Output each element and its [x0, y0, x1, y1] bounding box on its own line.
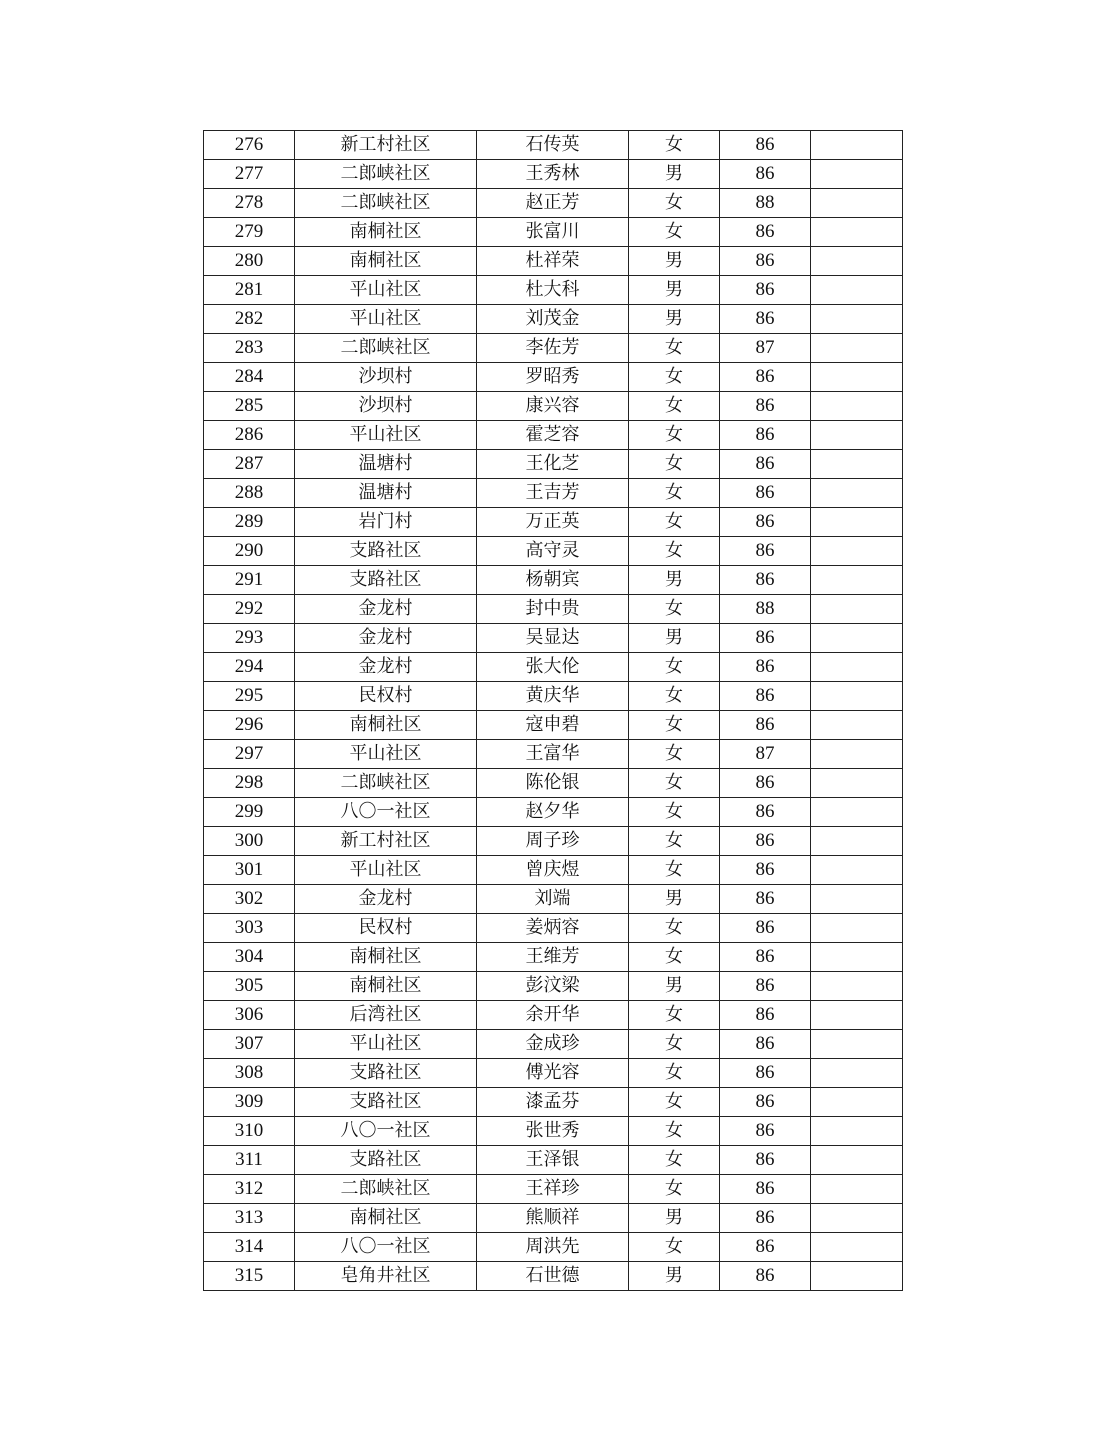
- table-row: [204, 595, 903, 624]
- community-cell: 新工村社区: [295, 131, 477, 160]
- gender-cell: 男: [629, 305, 720, 334]
- person-name-cell: 王祥珍: [477, 1175, 629, 1204]
- community-cell: 温塘村: [295, 479, 477, 508]
- community-cell: 金龙村: [295, 595, 477, 624]
- row-number-cell: 286: [204, 421, 295, 450]
- table-row: [204, 392, 903, 421]
- age-cell: 86: [720, 392, 811, 421]
- row-number-cell: 295: [204, 682, 295, 711]
- gender-cell: 女: [629, 508, 720, 537]
- row-number-cell: 305: [204, 972, 295, 1001]
- row-number-cell: 297: [204, 740, 295, 769]
- table-row: [204, 334, 903, 363]
- community-cell: 金龙村: [295, 624, 477, 653]
- gender-cell: 男: [629, 1262, 720, 1291]
- row-number-cell: 289: [204, 508, 295, 537]
- person-name-cell: 刘端: [477, 885, 629, 914]
- table-row: [204, 682, 903, 711]
- gender-cell: 女: [629, 740, 720, 769]
- person-name-cell: 张世秀: [477, 1117, 629, 1146]
- row-number-cell: 282: [204, 305, 295, 334]
- note-cell: [811, 450, 903, 479]
- gender-cell: 女: [629, 1233, 720, 1262]
- row-number-cell: 314: [204, 1233, 295, 1262]
- age-cell: 86: [720, 682, 811, 711]
- row-number-cell: 303: [204, 914, 295, 943]
- row-number-cell: 293: [204, 624, 295, 653]
- table-row: [204, 276, 903, 305]
- gender-cell: 女: [629, 943, 720, 972]
- community-cell: 二郎峡社区: [295, 769, 477, 798]
- person-name-cell: 石世德: [477, 1262, 629, 1291]
- person-name-cell: 刘茂金: [477, 305, 629, 334]
- person-name-cell: 张富川: [477, 218, 629, 247]
- table-row: [204, 566, 903, 595]
- community-cell: 沙坝村: [295, 363, 477, 392]
- row-number-cell: 277: [204, 160, 295, 189]
- person-name-cell: 王富华: [477, 740, 629, 769]
- row-number-cell: 306: [204, 1001, 295, 1030]
- community-cell: 二郎峡社区: [295, 189, 477, 218]
- row-number-cell: 276: [204, 131, 295, 160]
- community-cell: 平山社区: [295, 1030, 477, 1059]
- person-name-cell: 姜炳容: [477, 914, 629, 943]
- person-name-cell: 赵夕华: [477, 798, 629, 827]
- gender-cell: 女: [629, 1059, 720, 1088]
- table-row: [204, 1088, 903, 1117]
- gender-cell: 女: [629, 131, 720, 160]
- note-cell: [811, 769, 903, 798]
- person-name-cell: 康兴容: [477, 392, 629, 421]
- person-name-cell: 张大伦: [477, 653, 629, 682]
- community-cell: 温塘村: [295, 450, 477, 479]
- gender-cell: 男: [629, 566, 720, 595]
- row-number-cell: 311: [204, 1146, 295, 1175]
- community-cell: 民权村: [295, 914, 477, 943]
- row-number-cell: 313: [204, 1204, 295, 1233]
- note-cell: [811, 1001, 903, 1030]
- note-cell: [811, 363, 903, 392]
- row-number-cell: 307: [204, 1030, 295, 1059]
- age-cell: 86: [720, 856, 811, 885]
- person-name-cell: 石传英: [477, 131, 629, 160]
- note-cell: [811, 479, 903, 508]
- note-cell: [811, 334, 903, 363]
- note-cell: [811, 421, 903, 450]
- person-name-cell: 漆孟芬: [477, 1088, 629, 1117]
- age-cell: 86: [720, 566, 811, 595]
- gender-cell: 女: [629, 363, 720, 392]
- row-number-cell: 290: [204, 537, 295, 566]
- row-number-cell: 312: [204, 1175, 295, 1204]
- table-row: [204, 421, 903, 450]
- person-name-cell: 熊顺祥: [477, 1204, 629, 1233]
- gender-cell: 女: [629, 769, 720, 798]
- note-cell: [811, 508, 903, 537]
- table-row: [204, 1030, 903, 1059]
- community-cell: 平山社区: [295, 276, 477, 305]
- person-name-cell: 王化芝: [477, 450, 629, 479]
- person-name-cell: 杜大科: [477, 276, 629, 305]
- table-row: [204, 479, 903, 508]
- age-cell: 86: [720, 218, 811, 247]
- elderly-roster-table: [203, 130, 903, 1291]
- age-cell: 86: [720, 421, 811, 450]
- age-cell: 86: [720, 1146, 811, 1175]
- table-row: [204, 450, 903, 479]
- age-cell: 86: [720, 769, 811, 798]
- row-number-cell: 278: [204, 189, 295, 218]
- age-cell: 86: [720, 1233, 811, 1262]
- community-cell: 皂角井社区: [295, 1262, 477, 1291]
- note-cell: [811, 914, 903, 943]
- gender-cell: 女: [629, 1175, 720, 1204]
- note-cell: [811, 653, 903, 682]
- community-cell: 岩门村: [295, 508, 477, 537]
- person-name-cell: 傅光容: [477, 1059, 629, 1088]
- age-cell: 88: [720, 189, 811, 218]
- note-cell: [811, 537, 903, 566]
- age-cell: 86: [720, 1001, 811, 1030]
- row-number-cell: 309: [204, 1088, 295, 1117]
- note-cell: [811, 740, 903, 769]
- note-cell: [811, 1088, 903, 1117]
- row-number-cell: 283: [204, 334, 295, 363]
- row-number-cell: 300: [204, 827, 295, 856]
- gender-cell: 女: [629, 798, 720, 827]
- community-cell: 平山社区: [295, 421, 477, 450]
- row-number-cell: 288: [204, 479, 295, 508]
- gender-cell: 男: [629, 276, 720, 305]
- community-cell: 新工村社区: [295, 827, 477, 856]
- note-cell: [811, 1030, 903, 1059]
- table-row: [204, 798, 903, 827]
- person-name-cell: 赵正芳: [477, 189, 629, 218]
- note-cell: [811, 1146, 903, 1175]
- table-row: [204, 1059, 903, 1088]
- table-row: [204, 653, 903, 682]
- table-row: [204, 218, 903, 247]
- note-cell: [811, 943, 903, 972]
- age-cell: 86: [720, 943, 811, 972]
- row-number-cell: 280: [204, 247, 295, 276]
- row-number-cell: 284: [204, 363, 295, 392]
- note-cell: [811, 160, 903, 189]
- community-cell: 平山社区: [295, 305, 477, 334]
- person-name-cell: 霍芝容: [477, 421, 629, 450]
- age-cell: 86: [720, 276, 811, 305]
- age-cell: 86: [720, 1088, 811, 1117]
- gender-cell: 男: [629, 885, 720, 914]
- gender-cell: 女: [629, 1088, 720, 1117]
- community-cell: 后湾社区: [295, 1001, 477, 1030]
- table-row: [204, 914, 903, 943]
- note-cell: [811, 1233, 903, 1262]
- person-name-cell: 彭汶梁: [477, 972, 629, 1001]
- community-cell: 支路社区: [295, 566, 477, 595]
- row-number-cell: 299: [204, 798, 295, 827]
- note-cell: [811, 682, 903, 711]
- age-cell: 86: [720, 1030, 811, 1059]
- person-name-cell: 陈伦银: [477, 769, 629, 798]
- community-cell: 二郎峡社区: [295, 1175, 477, 1204]
- gender-cell: 女: [629, 479, 720, 508]
- person-name-cell: 周子珍: [477, 827, 629, 856]
- gender-cell: 女: [629, 1117, 720, 1146]
- table-row: [204, 1262, 903, 1291]
- gender-cell: 女: [629, 537, 720, 566]
- age-cell: 86: [720, 1262, 811, 1291]
- community-cell: 沙坝村: [295, 392, 477, 421]
- person-name-cell: 万正英: [477, 508, 629, 537]
- gender-cell: 男: [629, 247, 720, 276]
- age-cell: 86: [720, 914, 811, 943]
- age-cell: 86: [720, 160, 811, 189]
- community-cell: 民权村: [295, 682, 477, 711]
- row-number-cell: 291: [204, 566, 295, 595]
- gender-cell: 女: [629, 334, 720, 363]
- table-row: [204, 247, 903, 276]
- age-cell: 86: [720, 450, 811, 479]
- gender-cell: 女: [629, 450, 720, 479]
- note-cell: [811, 392, 903, 421]
- row-number-cell: 287: [204, 450, 295, 479]
- person-name-cell: 吴显达: [477, 624, 629, 653]
- table-row: [204, 508, 903, 537]
- community-cell: 二郎峡社区: [295, 160, 477, 189]
- age-cell: 86: [720, 131, 811, 160]
- person-name-cell: 寇申碧: [477, 711, 629, 740]
- person-name-cell: 杜祥荣: [477, 247, 629, 276]
- table-row: [204, 856, 903, 885]
- roster-table-body: [204, 131, 903, 1291]
- note-cell: [811, 972, 903, 1001]
- table-row: [204, 131, 903, 160]
- person-name-cell: 罗昭秀: [477, 363, 629, 392]
- gender-cell: 女: [629, 1030, 720, 1059]
- community-cell: 支路社区: [295, 1088, 477, 1117]
- row-number-cell: 279: [204, 218, 295, 247]
- note-cell: [811, 827, 903, 856]
- table-row: [204, 1146, 903, 1175]
- community-cell: 金龙村: [295, 653, 477, 682]
- age-cell: 86: [720, 1175, 811, 1204]
- person-name-cell: 杨朝宾: [477, 566, 629, 595]
- person-name-cell: 王秀林: [477, 160, 629, 189]
- person-name-cell: 李佐芳: [477, 334, 629, 363]
- note-cell: [811, 305, 903, 334]
- table-row: [204, 1117, 903, 1146]
- row-number-cell: 285: [204, 392, 295, 421]
- table-row: [204, 711, 903, 740]
- community-cell: 八〇一社区: [295, 1233, 477, 1262]
- table-row: [204, 160, 903, 189]
- community-cell: 南桐社区: [295, 247, 477, 276]
- note-cell: [811, 566, 903, 595]
- community-cell: 二郎峡社区: [295, 334, 477, 363]
- note-cell: [811, 798, 903, 827]
- community-cell: 平山社区: [295, 856, 477, 885]
- person-name-cell: 封中贵: [477, 595, 629, 624]
- age-cell: 86: [720, 885, 811, 914]
- age-cell: 86: [720, 479, 811, 508]
- community-cell: 平山社区: [295, 740, 477, 769]
- row-number-cell: 308: [204, 1059, 295, 1088]
- row-number-cell: 301: [204, 856, 295, 885]
- person-name-cell: 高守灵: [477, 537, 629, 566]
- age-cell: 86: [720, 247, 811, 276]
- row-number-cell: 315: [204, 1262, 295, 1291]
- row-number-cell: 304: [204, 943, 295, 972]
- note-cell: [811, 1117, 903, 1146]
- age-cell: 86: [720, 711, 811, 740]
- row-number-cell: 302: [204, 885, 295, 914]
- row-number-cell: 281: [204, 276, 295, 305]
- gender-cell: 男: [629, 624, 720, 653]
- age-cell: 86: [720, 653, 811, 682]
- table-row: [204, 740, 903, 769]
- gender-cell: 女: [629, 711, 720, 740]
- row-number-cell: 310: [204, 1117, 295, 1146]
- person-name-cell: 黄庆华: [477, 682, 629, 711]
- age-cell: 86: [720, 1117, 811, 1146]
- note-cell: [811, 885, 903, 914]
- table-row: [204, 189, 903, 218]
- community-cell: 南桐社区: [295, 1204, 477, 1233]
- gender-cell: 女: [629, 856, 720, 885]
- table-row: [204, 1204, 903, 1233]
- note-cell: [811, 1175, 903, 1204]
- age-cell: 86: [720, 508, 811, 537]
- table-row: [204, 1233, 903, 1262]
- age-cell: 86: [720, 537, 811, 566]
- gender-cell: 女: [629, 914, 720, 943]
- note-cell: [811, 711, 903, 740]
- community-cell: 南桐社区: [295, 943, 477, 972]
- gender-cell: 女: [629, 189, 720, 218]
- person-name-cell: 王维芳: [477, 943, 629, 972]
- gender-cell: 男: [629, 1204, 720, 1233]
- row-number-cell: 296: [204, 711, 295, 740]
- gender-cell: 男: [629, 160, 720, 189]
- person-name-cell: 余开华: [477, 1001, 629, 1030]
- table-row: [204, 972, 903, 1001]
- community-cell: 八〇一社区: [295, 1117, 477, 1146]
- note-cell: [811, 1059, 903, 1088]
- gender-cell: 男: [629, 972, 720, 1001]
- age-cell: 86: [720, 972, 811, 1001]
- age-cell: 86: [720, 624, 811, 653]
- age-cell: 86: [720, 363, 811, 392]
- age-cell: 86: [720, 1059, 811, 1088]
- table-row: [204, 624, 903, 653]
- community-cell: 金龙村: [295, 885, 477, 914]
- community-cell: 支路社区: [295, 1146, 477, 1175]
- person-name-cell: 金成珍: [477, 1030, 629, 1059]
- person-name-cell: 周洪先: [477, 1233, 629, 1262]
- note-cell: [811, 1262, 903, 1291]
- gender-cell: 女: [629, 682, 720, 711]
- age-cell: 86: [720, 305, 811, 334]
- table-row: [204, 1175, 903, 1204]
- community-cell: 南桐社区: [295, 972, 477, 1001]
- gender-cell: 女: [629, 218, 720, 247]
- gender-cell: 女: [629, 1001, 720, 1030]
- table-row: [204, 827, 903, 856]
- note-cell: [811, 247, 903, 276]
- row-number-cell: 292: [204, 595, 295, 624]
- age-cell: 87: [720, 740, 811, 769]
- gender-cell: 女: [629, 1146, 720, 1175]
- note-cell: [811, 189, 903, 218]
- age-cell: 86: [720, 1204, 811, 1233]
- row-number-cell: 294: [204, 653, 295, 682]
- row-number-cell: 298: [204, 769, 295, 798]
- table-row: [204, 537, 903, 566]
- gender-cell: 女: [629, 392, 720, 421]
- note-cell: [811, 856, 903, 885]
- note-cell: [811, 218, 903, 247]
- table-row: [204, 305, 903, 334]
- gender-cell: 女: [629, 421, 720, 450]
- note-cell: [811, 1204, 903, 1233]
- community-cell: 南桐社区: [295, 218, 477, 247]
- person-name-cell: 王吉芳: [477, 479, 629, 508]
- table-row: [204, 943, 903, 972]
- gender-cell: 女: [629, 595, 720, 624]
- note-cell: [811, 131, 903, 160]
- community-cell: 支路社区: [295, 537, 477, 566]
- community-cell: 南桐社区: [295, 711, 477, 740]
- community-cell: 支路社区: [295, 1059, 477, 1088]
- note-cell: [811, 276, 903, 305]
- community-cell: 八〇一社区: [295, 798, 477, 827]
- gender-cell: 女: [629, 653, 720, 682]
- age-cell: 88: [720, 595, 811, 624]
- gender-cell: 女: [629, 827, 720, 856]
- table-row: [204, 1001, 903, 1030]
- table-row: [204, 363, 903, 392]
- age-cell: 86: [720, 827, 811, 856]
- person-name-cell: 曾庆煜: [477, 856, 629, 885]
- table-row: [204, 885, 903, 914]
- table-row: [204, 769, 903, 798]
- note-cell: [811, 624, 903, 653]
- age-cell: 87: [720, 334, 811, 363]
- note-cell: [811, 595, 903, 624]
- person-name-cell: 王泽银: [477, 1146, 629, 1175]
- age-cell: 86: [720, 798, 811, 827]
